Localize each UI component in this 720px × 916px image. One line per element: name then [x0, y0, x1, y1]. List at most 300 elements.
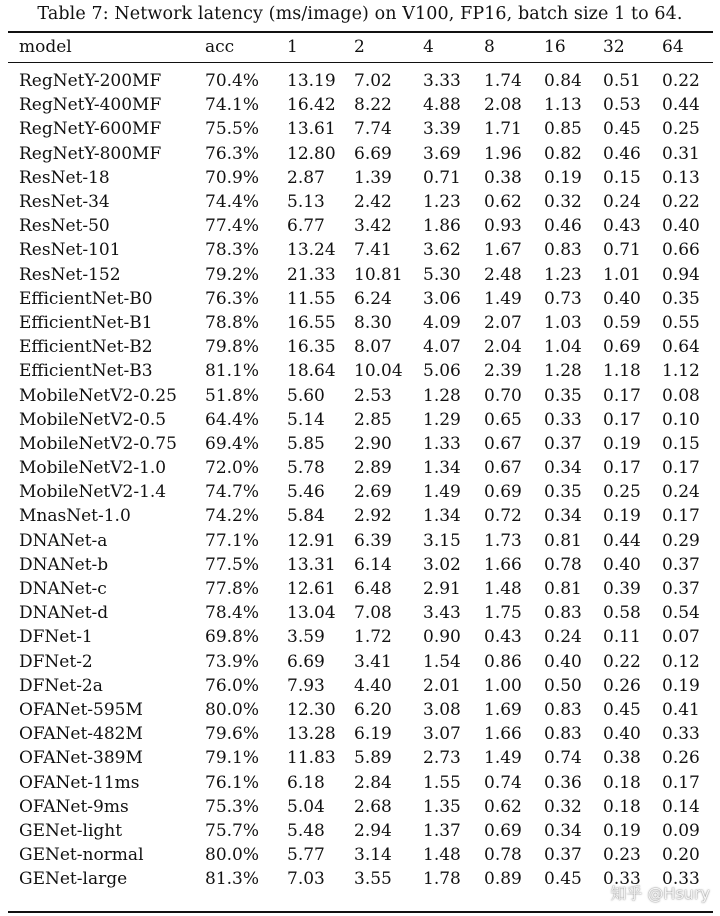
cell-batch-4: 4.88: [423, 95, 461, 116]
cell-batch-1: 3.59: [287, 627, 325, 648]
column-header-acc: acc: [205, 37, 235, 57]
cell-model: OFANet-9ms: [19, 796, 129, 817]
cell-batch-8: 0.93: [484, 216, 522, 237]
table-row: [8, 722, 713, 746]
table-row: [8, 674, 713, 698]
table-row: [8, 529, 713, 553]
cell-batch-32: 0.17: [603, 409, 641, 430]
cell-batch-64: 0.25: [662, 119, 700, 140]
cell-batch-4: 0.90: [423, 627, 461, 648]
cell-model: DNANet-b: [19, 554, 109, 575]
cell-batch-1: 13.31: [287, 554, 336, 575]
cell-batch-2: 3.14: [354, 845, 392, 866]
cell-batch-8: 1.75: [484, 603, 522, 624]
cell-batch-32: 0.44: [603, 530, 641, 551]
cell-batch-64: 0.19: [662, 675, 700, 696]
cell-batch-4: 1.28: [423, 385, 461, 406]
cell-batch-32: 0.24: [603, 192, 641, 213]
cell-model: EfficientNet-B2: [19, 337, 153, 358]
cell-batch-8: 1.49: [484, 748, 522, 769]
cell-batch-2: 6.19: [354, 724, 392, 745]
cell-batch-8: 2.04: [484, 337, 522, 358]
cell-batch-64: 0.94: [662, 264, 700, 285]
table-row: [8, 577, 713, 601]
cell-batch-2: 3.42: [354, 216, 392, 237]
cell-batch-32: 0.69: [603, 337, 641, 358]
column-header-model: model: [19, 37, 72, 57]
cell-batch-16: 0.46: [544, 216, 582, 237]
cell-batch-2: 8.30: [354, 312, 392, 333]
cell-batch-1: 5.60: [287, 385, 325, 406]
column-header-batch-8: 8: [484, 37, 495, 57]
cell-batch-16: 0.83: [544, 240, 582, 261]
column-header-batch-16: 16: [544, 37, 566, 57]
cell-batch-8: 0.89: [484, 869, 522, 890]
cell-batch-2: 6.20: [354, 699, 392, 720]
cell-batch-64: 0.22: [662, 192, 700, 213]
cell-batch-1: 16.42: [287, 95, 336, 116]
cell-acc: 78.8%: [205, 312, 260, 333]
cell-batch-1: 16.35: [287, 337, 336, 358]
cell-model: DNANet-d: [19, 603, 109, 624]
cell-batch-4: 3.07: [423, 724, 461, 745]
cell-acc: 77.4%: [205, 216, 260, 237]
cell-batch-16: 0.82: [544, 143, 582, 164]
cell-acc: 76.0%: [205, 675, 260, 696]
cell-batch-4: 2.73: [423, 748, 461, 769]
table-row: [8, 166, 713, 190]
cell-acc: 74.7%: [205, 482, 260, 503]
cell-batch-8: 2.39: [484, 361, 522, 382]
table-row: [8, 359, 713, 383]
cell-batch-8: 1.49: [484, 288, 522, 309]
cell-batch-2: 7.02: [354, 71, 392, 92]
table-row: [8, 553, 713, 577]
cell-batch-32: 0.19: [603, 433, 641, 454]
cell-batch-16: 0.83: [544, 724, 582, 745]
cell-acc: 80.0%: [205, 845, 260, 866]
cell-batch-2: 2.92: [354, 506, 392, 527]
table-row: [8, 287, 713, 311]
cell-batch-64: 0.66: [662, 240, 700, 261]
table-row: [8, 432, 713, 456]
cell-batch-64: 0.31: [662, 143, 700, 164]
cell-acc: 80.0%: [205, 699, 260, 720]
cell-batch-16: 1.04: [544, 337, 582, 358]
table-row: [8, 311, 713, 335]
cell-acc: 76.1%: [205, 772, 260, 793]
cell-batch-16: 0.45: [544, 869, 582, 890]
table-row: [8, 746, 713, 770]
cell-batch-4: 0.71: [423, 167, 461, 188]
cell-batch-16: 0.32: [544, 796, 582, 817]
cell-batch-1: 13.19: [287, 71, 336, 92]
cell-batch-64: 0.14: [662, 796, 700, 817]
cell-batch-8: 1.73: [484, 530, 522, 551]
cell-batch-4: 3.43: [423, 603, 461, 624]
cell-batch-64: 0.20: [662, 845, 700, 866]
cell-batch-64: 0.37: [662, 579, 700, 600]
cell-batch-16: 0.73: [544, 288, 582, 309]
cell-model: GENet-normal: [19, 845, 144, 866]
cell-model: OFANet-11ms: [19, 772, 140, 793]
cell-batch-8: 2.08: [484, 95, 522, 116]
cell-batch-64: 0.22: [662, 71, 700, 92]
cell-batch-32: 0.59: [603, 312, 641, 333]
cell-batch-2: 2.84: [354, 772, 392, 793]
cell-acc: 76.3%: [205, 143, 260, 164]
cell-batch-4: 3.06: [423, 288, 461, 309]
table-row: [8, 190, 713, 214]
cell-batch-2: 7.08: [354, 603, 392, 624]
cell-batch-4: 4.09: [423, 312, 461, 333]
cell-batch-32: 0.40: [603, 724, 641, 745]
cell-batch-8: 0.74: [484, 772, 522, 793]
cell-batch-4: 1.34: [423, 506, 461, 527]
cell-batch-1: 12.30: [287, 699, 336, 720]
cell-batch-16: 0.78: [544, 554, 582, 575]
cell-batch-2: 4.40: [354, 675, 392, 696]
cell-batch-4: 1.37: [423, 820, 461, 841]
cell-acc: 51.8%: [205, 385, 260, 406]
cell-model: ResNet-18: [19, 167, 110, 188]
cell-batch-4: 3.69: [423, 143, 461, 164]
cell-batch-4: 1.35: [423, 796, 461, 817]
cell-model: DFNet-2: [19, 651, 93, 672]
cell-batch-4: 1.23: [423, 192, 461, 213]
cell-batch-8: 0.86: [484, 651, 522, 672]
table-row: [8, 69, 713, 93]
table-row: [8, 650, 713, 674]
cell-acc: 74.2%: [205, 506, 260, 527]
cell-batch-1: 5.85: [287, 433, 325, 454]
cell-batch-8: 0.69: [484, 820, 522, 841]
cell-batch-8: 0.78: [484, 845, 522, 866]
cell-batch-8: 1.48: [484, 579, 522, 600]
cell-batch-8: 2.48: [484, 264, 522, 285]
cell-batch-8: 0.65: [484, 409, 522, 430]
cell-batch-1: 7.03: [287, 869, 325, 890]
cell-model: DFNet-2a: [19, 675, 103, 696]
cell-acc: 74.1%: [205, 95, 260, 116]
cell-batch-2: 5.89: [354, 748, 392, 769]
cell-batch-16: 0.33: [544, 409, 582, 430]
cell-acc: 77.8%: [205, 579, 260, 600]
cell-batch-2: 6.39: [354, 530, 392, 551]
cell-batch-4: 2.01: [423, 675, 461, 696]
cell-batch-16: 0.35: [544, 482, 582, 503]
cell-batch-64: 0.26: [662, 748, 700, 769]
cell-batch-16: 0.24: [544, 627, 582, 648]
cell-batch-64: 0.33: [662, 869, 700, 890]
cell-acc: 69.4%: [205, 433, 260, 454]
cell-batch-32: 0.43: [603, 216, 641, 237]
cell-acc: 64.4%: [205, 409, 260, 430]
cell-batch-16: 0.83: [544, 603, 582, 624]
cell-batch-2: 2.42: [354, 192, 392, 213]
cell-batch-32: 0.19: [603, 820, 641, 841]
cell-batch-64: 1.12: [662, 361, 700, 382]
table-row: [8, 238, 713, 262]
cell-acc: 74.4%: [205, 192, 260, 213]
cell-model: RegNetY-200MF: [19, 71, 162, 92]
cell-model: ResNet-152: [19, 264, 121, 285]
cell-batch-16: 0.84: [544, 71, 582, 92]
cell-model: ResNet-101: [19, 240, 121, 261]
cell-batch-2: 7.74: [354, 119, 392, 140]
cell-model: MobileNetV2-0.25: [19, 385, 177, 406]
cell-batch-2: 10.81: [354, 264, 403, 285]
cell-batch-4: 1.34: [423, 458, 461, 479]
cell-batch-1: 12.80: [287, 143, 336, 164]
table-row: [8, 263, 713, 287]
cell-batch-32: 0.22: [603, 651, 641, 672]
cell-batch-4: 1.54: [423, 651, 461, 672]
cell-model: EfficientNet-B0: [19, 288, 153, 309]
cell-batch-4: 3.02: [423, 554, 461, 575]
cell-batch-1: 18.64: [287, 361, 336, 382]
cell-batch-1: 5.78: [287, 458, 325, 479]
cell-batch-2: 2.85: [354, 409, 392, 430]
cell-batch-16: 0.37: [544, 845, 582, 866]
cell-model: MobileNetV2-1.0: [19, 458, 167, 479]
cell-model: MobileNetV2-1.4: [19, 482, 167, 503]
cell-batch-2: 2.69: [354, 482, 392, 503]
cell-batch-1: 5.46: [287, 482, 325, 503]
cell-batch-4: 1.33: [423, 433, 461, 454]
cell-batch-32: 0.18: [603, 772, 641, 793]
cell-batch-2: 6.14: [354, 554, 392, 575]
cell-acc: 77.5%: [205, 554, 260, 575]
cell-batch-8: 1.96: [484, 143, 522, 164]
cell-batch-4: 3.39: [423, 119, 461, 140]
cell-batch-1: 12.91: [287, 530, 336, 551]
cell-batch-2: 6.69: [354, 143, 392, 164]
cell-batch-64: 0.33: [662, 724, 700, 745]
table-row: [8, 456, 713, 480]
table-row: [8, 795, 713, 819]
cell-batch-2: 8.22: [354, 95, 392, 116]
cell-batch-32: 0.23: [603, 845, 641, 866]
cell-batch-64: 0.13: [662, 167, 700, 188]
cell-batch-2: 2.89: [354, 458, 392, 479]
cell-batch-8: 0.69: [484, 482, 522, 503]
cell-batch-1: 13.04: [287, 603, 336, 624]
cell-batch-4: 3.08: [423, 699, 461, 720]
cell-batch-32: 0.15: [603, 167, 641, 188]
table-row: [8, 142, 713, 166]
cell-batch-64: 0.55: [662, 312, 700, 333]
table-row: [8, 625, 713, 649]
table-row: [8, 843, 713, 867]
cell-acc: 75.5%: [205, 119, 260, 140]
cell-batch-32: 0.71: [603, 240, 641, 261]
cell-model: MnasNet-1.0: [19, 506, 131, 527]
cell-batch-64: 0.08: [662, 385, 700, 406]
cell-batch-1: 16.55: [287, 312, 336, 333]
cell-batch-16: 0.37: [544, 433, 582, 454]
cell-batch-32: 0.33: [603, 869, 641, 890]
cell-batch-16: 0.81: [544, 579, 582, 600]
cell-batch-1: 11.83: [287, 748, 336, 769]
cell-batch-32: 0.11: [603, 627, 641, 648]
cell-batch-4: 1.29: [423, 409, 461, 430]
cell-batch-64: 0.10: [662, 409, 700, 430]
cell-batch-16: 1.28: [544, 361, 582, 382]
cell-batch-32: 0.46: [603, 143, 641, 164]
cell-model: DFNet-1: [19, 627, 93, 648]
table-body: [8, 69, 713, 891]
cell-batch-64: 0.44: [662, 95, 700, 116]
cell-batch-16: 0.36: [544, 772, 582, 793]
column-header-batch-32: 32: [603, 37, 625, 57]
cell-batch-32: 0.53: [603, 95, 641, 116]
cell-batch-4: 1.78: [423, 869, 461, 890]
cell-batch-16: 0.35: [544, 385, 582, 406]
cell-batch-2: 7.41: [354, 240, 392, 261]
cell-batch-8: 0.67: [484, 433, 522, 454]
cell-batch-32: 0.40: [603, 288, 641, 309]
cell-batch-8: 0.70: [484, 385, 522, 406]
cell-batch-1: 5.13: [287, 192, 325, 213]
cell-batch-2: 10.04: [354, 361, 403, 382]
table-row: [8, 601, 713, 625]
cell-model: OFANet-389M: [19, 748, 143, 769]
cell-batch-1: 21.33: [287, 264, 336, 285]
cell-batch-2: 6.48: [354, 579, 392, 600]
cell-acc: 70.9%: [205, 167, 260, 188]
table-row: [8, 819, 713, 843]
cell-batch-1: 5.84: [287, 506, 325, 527]
latency-table: [8, 32, 713, 891]
cell-batch-64: 0.07: [662, 627, 700, 648]
cell-acc: 73.9%: [205, 651, 260, 672]
cell-batch-4: 2.91: [423, 579, 461, 600]
cell-acc: 81.3%: [205, 869, 260, 890]
cell-batch-32: 0.25: [603, 482, 641, 503]
cell-batch-1: 2.87: [287, 167, 325, 188]
cell-batch-16: 0.40: [544, 651, 582, 672]
cell-batch-32: 0.17: [603, 458, 641, 479]
table-row: [8, 867, 713, 891]
cell-batch-8: 1.66: [484, 554, 522, 575]
table-row: [8, 698, 713, 722]
cell-batch-1: 13.28: [287, 724, 336, 745]
cell-model: GENet-large: [19, 869, 128, 890]
cell-batch-16: 1.23: [544, 264, 582, 285]
cell-acc: 81.1%: [205, 361, 260, 382]
cell-batch-1: 13.24: [287, 240, 336, 261]
column-header-batch-4: 4: [423, 37, 434, 57]
cell-batch-16: 0.83: [544, 699, 582, 720]
cell-acc: 70.4%: [205, 71, 260, 92]
cell-batch-8: 2.07: [484, 312, 522, 333]
cell-acc: 78.3%: [205, 240, 260, 261]
cell-batch-4: 1.48: [423, 845, 461, 866]
cell-batch-2: 8.07: [354, 337, 392, 358]
table-row: [8, 480, 713, 504]
cell-batch-32: 1.18: [603, 361, 641, 382]
column-header-batch-1: 1: [287, 37, 298, 57]
cell-batch-2: 2.94: [354, 820, 392, 841]
cell-batch-32: 0.18: [603, 796, 641, 817]
cell-batch-32: 0.45: [603, 119, 641, 140]
cell-batch-64: 0.17: [662, 772, 700, 793]
cell-acc: 79.2%: [205, 264, 260, 285]
cell-batch-1: 5.48: [287, 820, 325, 841]
cell-batch-4: 1.86: [423, 216, 461, 237]
cell-batch-4: 1.55: [423, 772, 461, 793]
cell-batch-16: 0.19: [544, 167, 582, 188]
cell-model: MobileNetV2-0.5: [19, 409, 167, 430]
cell-batch-4: 3.15: [423, 530, 461, 551]
cell-acc: 69.8%: [205, 627, 260, 648]
cell-batch-1: 7.93: [287, 675, 325, 696]
cell-batch-4: 4.07: [423, 337, 461, 358]
column-header-batch-2: 2: [354, 37, 365, 57]
cell-batch-4: 5.06: [423, 361, 461, 382]
cell-batch-4: 1.49: [423, 482, 461, 503]
table-row: [8, 770, 713, 794]
cell-batch-64: 0.09: [662, 820, 700, 841]
cell-batch-32: 0.40: [603, 554, 641, 575]
cell-batch-8: 1.71: [484, 119, 522, 140]
cell-model: ResNet-50: [19, 216, 110, 237]
cell-batch-1: 5.04: [287, 796, 325, 817]
table-bottom-rule: [8, 911, 713, 913]
table-row: [8, 93, 713, 117]
table-row: [8, 408, 713, 432]
cell-model: RegNetY-800MF: [19, 143, 162, 164]
cell-batch-32: 0.19: [603, 506, 641, 527]
cell-batch-32: 0.45: [603, 699, 641, 720]
cell-model: OFANet-482M: [19, 724, 143, 745]
cell-batch-8: 0.72: [484, 506, 522, 527]
cell-batch-1: 13.61: [287, 119, 336, 140]
cell-batch-8: 0.38: [484, 167, 522, 188]
table-row: [8, 383, 713, 407]
cell-batch-64: 0.41: [662, 699, 700, 720]
cell-batch-32: 0.58: [603, 603, 641, 624]
cell-batch-32: 1.01: [603, 264, 641, 285]
cell-batch-1: 6.77: [287, 216, 325, 237]
cell-batch-2: 1.39: [354, 167, 392, 188]
cell-batch-16: 1.03: [544, 312, 582, 333]
watermark: 知乎 @Hsury: [610, 884, 710, 903]
cell-batch-8: 1.00: [484, 675, 522, 696]
cell-batch-1: 5.14: [287, 409, 325, 430]
cell-batch-64: 0.29: [662, 530, 700, 551]
cell-batch-8: 1.69: [484, 699, 522, 720]
cell-batch-16: 0.32: [544, 192, 582, 213]
cell-batch-16: 1.13: [544, 95, 582, 116]
cell-batch-4: 3.62: [423, 240, 461, 261]
cell-batch-16: 0.34: [544, 820, 582, 841]
cell-batch-2: 2.68: [354, 796, 392, 817]
cell-model: ResNet-34: [19, 192, 110, 213]
table-caption: Table 7: Network latency (ms/image) on V100, FP16, batch size 1 to 64.: [37, 4, 683, 24]
cell-batch-2: 3.41: [354, 651, 392, 672]
cell-batch-32: 0.38: [603, 748, 641, 769]
cell-batch-16: 0.34: [544, 506, 582, 527]
cell-batch-4: 3.33: [423, 71, 461, 92]
cell-batch-2: 2.53: [354, 385, 392, 406]
cell-batch-64: 0.24: [662, 482, 700, 503]
cell-acc: 75.7%: [205, 820, 260, 841]
column-header-batch-64: 64: [662, 37, 684, 57]
cell-model: RegNetY-400MF: [19, 95, 162, 116]
cell-batch-2: 3.55: [354, 869, 392, 890]
